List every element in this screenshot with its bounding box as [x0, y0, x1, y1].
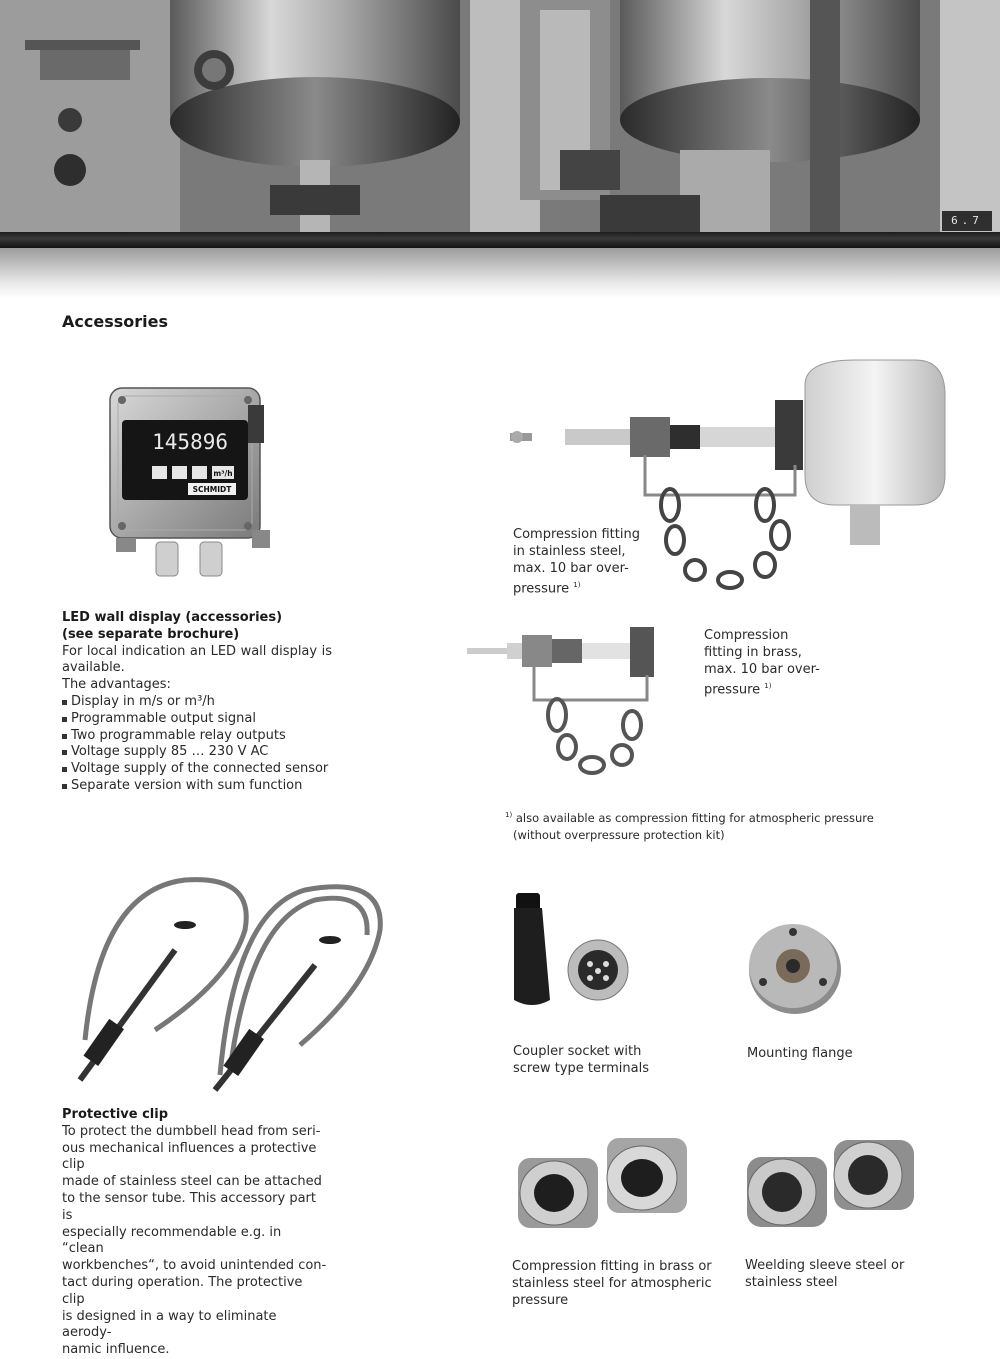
header-fade — [0, 248, 1000, 298]
brass-fitting-sensor-image — [462, 615, 687, 780]
list-item: Separate version with sum function — [62, 778, 332, 795]
paragraph-line: is designed in a way to eliminate aerody- — [62, 1308, 277, 1341]
list-item: Two programmable relay outputs — [62, 728, 332, 745]
caption-line: Compression fitting in brass or — [512, 1259, 712, 1274]
paragraph-line: ous mechanical influences a protective clip — [62, 1140, 317, 1173]
caption-line: fitting in brass, — [704, 645, 802, 660]
list-item: Programmable output signal — [62, 711, 332, 728]
led-wall-display-section — [62, 610, 332, 795]
caption-line: max. 10 bar over- — [513, 561, 629, 576]
caption-line: stainless steel — [745, 1275, 838, 1290]
caption-line: in stainless steel, — [513, 544, 626, 559]
footnote-ref: 1) — [764, 682, 772, 690]
caption-line: pressure — [704, 682, 761, 698]
led-unit-key: m³/h — [213, 469, 233, 478]
protective-clip-image — [55, 870, 385, 1100]
led-advantages-list — [62, 694, 332, 795]
atmospheric-compression-fitting-image — [512, 1130, 692, 1235]
caption-line: pressure — [512, 1293, 569, 1308]
caption-line: stainless steel for atmospheric — [512, 1276, 712, 1291]
list-item: Display in m/s or m³/h — [62, 694, 332, 711]
caption-line: pressure — [513, 581, 570, 597]
footnote-ref: 1) — [573, 581, 581, 589]
header-divider — [0, 232, 1000, 248]
paragraph-line: namic influence. — [62, 1342, 170, 1358]
caption-line: screw type terminals — [513, 1061, 649, 1076]
footnote-mark: 1) — [505, 811, 513, 819]
paragraph-line: workbenches“, to avoid unintended con- — [62, 1258, 327, 1274]
led-intro: For local indication an LED wall display is available. — [62, 643, 332, 676]
stainless-fitting-caption — [513, 526, 673, 597]
industrial-tanks-illustration — [0, 0, 1000, 232]
caption-line: Weelding sleeve steel or — [745, 1258, 905, 1273]
header-photo — [0, 0, 1000, 232]
brass-fitting-caption — [704, 627, 844, 698]
caption-line: Compression fitting — [513, 527, 640, 542]
led-advantages-label: The advantages: — [62, 677, 171, 693]
coupler-socket-image — [510, 888, 635, 1013]
protective-clip-section — [62, 1107, 327, 1359]
caption-line: Coupler socket with — [513, 1044, 642, 1059]
led-readout: 145896 — [152, 430, 228, 454]
paragraph-line: made of stainless steel can be attached — [62, 1174, 322, 1190]
paragraph-line: To protect the dumbbell head from seri- — [62, 1123, 321, 1139]
protective-clip-title: Protective clip — [62, 1107, 169, 1122]
led-brand: SCHMIDT — [192, 485, 232, 494]
footnote — [505, 807, 905, 844]
paragraph-line: to the sensor tube. This accessory part is — [62, 1190, 317, 1223]
atmospheric-fitting-caption — [512, 1258, 732, 1309]
mounting-flange-image — [745, 918, 845, 1018]
led-wall-display-image — [104, 370, 284, 585]
footnote-line: also available as compression fitting for atmospheric pressure — [515, 810, 874, 825]
caption-line: Compression — [704, 628, 789, 643]
welding-sleeve-image — [742, 1135, 922, 1235]
led-subtitle: (see separate brochure) — [62, 626, 240, 642]
paragraph-line: especially recommendable e.g. in “clean — [62, 1224, 282, 1257]
page-number: 6.7 — [942, 211, 992, 231]
list-item: Voltage supply 85 … 230 V AC — [62, 744, 332, 761]
paragraph-line: tact during operation. The protective clip — [62, 1274, 303, 1307]
welding-sleeve-caption — [745, 1257, 945, 1291]
footnote-line: (without overpressure protection kit) — [513, 827, 725, 842]
coupler-socket-caption — [513, 1043, 693, 1077]
led-title: LED wall display (accessories) — [62, 610, 283, 625]
list-item: Voltage supply of the connected sensor — [62, 761, 332, 778]
mounting-flange-caption: Mounting flange — [747, 1046, 853, 1061]
section-title: Accessories — [62, 312, 168, 331]
caption-line: max. 10 bar over- — [704, 662, 820, 677]
